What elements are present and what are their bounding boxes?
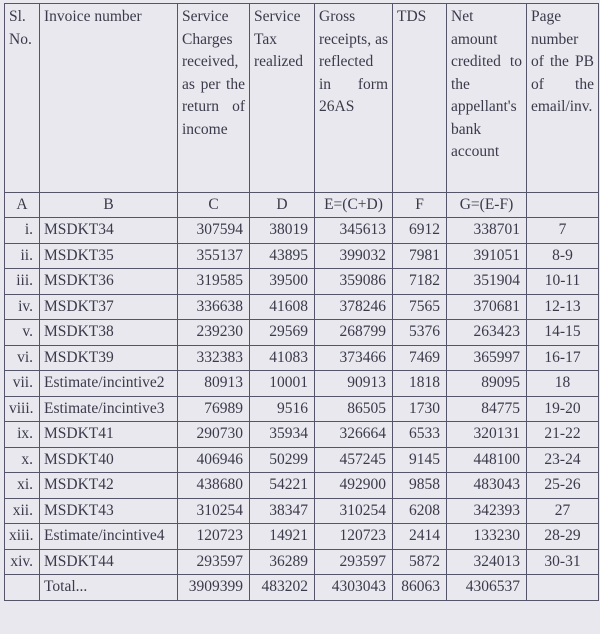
- column-letter: D: [250, 193, 315, 218]
- invoice-cell: Estimate/incintive2: [40, 371, 178, 397]
- service-tax-cell: 43895: [250, 243, 315, 269]
- service-tax-cell: 41608: [250, 294, 315, 320]
- service-charges-cell: 406946: [178, 447, 250, 473]
- tds-cell: 5872: [393, 549, 447, 575]
- gross-receipts-cell: 492900: [315, 473, 393, 499]
- tds-cell: 9858: [393, 473, 447, 499]
- service-tax-cell: 9516: [250, 396, 315, 422]
- invoice-cell: MSDKT39: [40, 345, 178, 371]
- page-number-cell: 25-26: [527, 473, 599, 499]
- invoice-table: [4, 3, 599, 601]
- service-charges-cell: 76989: [178, 396, 250, 422]
- column-letter: F: [393, 193, 447, 218]
- table-row: [5, 473, 599, 499]
- sl-no-cell: iii.: [5, 269, 40, 295]
- page-number-cell: 30-31: [527, 549, 599, 575]
- gross-receipts-cell: 457245: [315, 447, 393, 473]
- gross-receipts-cell: 359086: [315, 269, 393, 295]
- invoice-cell: MSDKT40: [40, 447, 178, 473]
- net-amount-cell: 89095: [447, 371, 527, 397]
- table-row: [5, 345, 599, 371]
- header-service-tax: Service Tax realized: [250, 4, 315, 193]
- service-charges-cell: 307594: [178, 218, 250, 244]
- tds-cell: 7565: [393, 294, 447, 320]
- invoice-cell: MSDKT38: [40, 320, 178, 346]
- tds-cell: 6912: [393, 218, 447, 244]
- table-row: [5, 549, 599, 575]
- gross-receipts-cell: 399032: [315, 243, 393, 269]
- column-letter: [527, 193, 599, 218]
- service-charges-cell: 310254: [178, 498, 250, 524]
- service-charges-cell: 319585: [178, 269, 250, 295]
- tds-cell: 2414: [393, 524, 447, 550]
- header-page-number: Page number of the PB of the email/inv.: [527, 4, 599, 193]
- net-amount-cell: 320131: [447, 422, 527, 448]
- sl-no-cell: x.: [5, 447, 40, 473]
- sl-no-cell: iv.: [5, 294, 40, 320]
- header-tds: TDS: [393, 4, 447, 193]
- invoice-cell: Estimate/incintive3: [40, 396, 178, 422]
- sl-no-cell: xii.: [5, 498, 40, 524]
- page-number-cell: 19-20: [527, 396, 599, 422]
- tds-cell: 5376: [393, 320, 447, 346]
- service-tax-cell: 50299: [250, 447, 315, 473]
- tds-cell: 9145: [393, 447, 447, 473]
- tds-cell: 1818: [393, 371, 447, 397]
- net-amount-cell: 391051: [447, 243, 527, 269]
- gross-receipts-cell: 378246: [315, 294, 393, 320]
- page-number-cell: 23-24: [527, 447, 599, 473]
- service-tax-cell: 14921: [250, 524, 315, 550]
- table-row: [5, 422, 599, 448]
- gross-receipts-cell: 326664: [315, 422, 393, 448]
- table-row: [5, 269, 599, 295]
- net-amount-cell: 370681: [447, 294, 527, 320]
- net-amount-cell: 263423: [447, 320, 527, 346]
- service-tax-cell: 36289: [250, 549, 315, 575]
- page-number-cell: 28-29: [527, 524, 599, 550]
- total-sl-cell: [5, 575, 40, 601]
- service-tax-cell: 35934: [250, 422, 315, 448]
- net-amount-cell: 365997: [447, 345, 527, 371]
- service-tax-cell: 39500: [250, 269, 315, 295]
- total-service-tax: 483202: [250, 575, 315, 601]
- service-tax-cell: 38019: [250, 218, 315, 244]
- service-charges-cell: 438680: [178, 473, 250, 499]
- sl-no-cell: vi.: [5, 345, 40, 371]
- tds-cell: 7981: [393, 243, 447, 269]
- service-charges-cell: 120723: [178, 524, 250, 550]
- total-service-charges: 3909399: [178, 575, 250, 601]
- sl-no-cell: xiv.: [5, 549, 40, 575]
- invoice-cell: MSDKT34: [40, 218, 178, 244]
- table-row: [5, 498, 599, 524]
- service-tax-cell: 29569: [250, 320, 315, 346]
- service-tax-cell: 10001: [250, 371, 315, 397]
- tds-cell: 6533: [393, 422, 447, 448]
- table-row: [5, 294, 599, 320]
- sl-no-cell: ii.: [5, 243, 40, 269]
- total-label: Total...: [40, 575, 178, 601]
- gross-receipts-cell: 373466: [315, 345, 393, 371]
- sl-no-cell: vii.: [5, 371, 40, 397]
- invoice-cell: MSDKT42: [40, 473, 178, 499]
- net-amount-cell: 342393: [447, 498, 527, 524]
- tds-cell: 6208: [393, 498, 447, 524]
- service-tax-cell: 41083: [250, 345, 315, 371]
- service-tax-cell: 54221: [250, 473, 315, 499]
- table-row: [5, 396, 599, 422]
- net-amount-cell: 84775: [447, 396, 527, 422]
- page-number-cell: 12-13: [527, 294, 599, 320]
- tds-cell: 7182: [393, 269, 447, 295]
- total-tds: 86063: [393, 575, 447, 601]
- total-gross-receipts: 4303043: [315, 575, 393, 601]
- service-charges-cell: 80913: [178, 371, 250, 397]
- gross-receipts-cell: 345613: [315, 218, 393, 244]
- total-page-number: [527, 575, 599, 601]
- column-letter-row: [5, 193, 599, 218]
- gross-receipts-cell: 310254: [315, 498, 393, 524]
- gross-receipts-cell: 268799: [315, 320, 393, 346]
- gross-receipts-cell: 293597: [315, 549, 393, 575]
- table-row: [5, 371, 599, 397]
- net-amount-cell: 448100: [447, 447, 527, 473]
- invoice-cell: MSDKT41: [40, 422, 178, 448]
- column-letter: C: [178, 193, 250, 218]
- tds-cell: 1730: [393, 396, 447, 422]
- table-row: [5, 320, 599, 346]
- sl-no-cell: xiii.: [5, 524, 40, 550]
- total-net-amount: 4306537: [447, 575, 527, 601]
- gross-receipts-cell: 86505: [315, 396, 393, 422]
- service-charges-cell: 355137: [178, 243, 250, 269]
- net-amount-cell: 324013: [447, 549, 527, 575]
- page-number-cell: 27: [527, 498, 599, 524]
- invoice-cell: MSDKT37: [40, 294, 178, 320]
- invoice-cell: MSDKT36: [40, 269, 178, 295]
- gross-receipts-cell: 120723: [315, 524, 393, 550]
- header-invoice-number: Invoice number: [40, 4, 178, 193]
- header-service-charges: Service Charges received, as per the return of income: [178, 4, 250, 193]
- invoice-cell: MSDKT44: [40, 549, 178, 575]
- service-charges-cell: 290730: [178, 422, 250, 448]
- table-row: [5, 524, 599, 550]
- sl-no-cell: xi.: [5, 473, 40, 499]
- net-amount-cell: 483043: [447, 473, 527, 499]
- table-body: [5, 193, 599, 601]
- page-number-cell: 16-17: [527, 345, 599, 371]
- invoice-cell: Estimate/incintive4: [40, 524, 178, 550]
- service-charges-cell: 336638: [178, 294, 250, 320]
- gross-receipts-cell: 90913: [315, 371, 393, 397]
- sl-no-cell: i.: [5, 218, 40, 244]
- header-row: [5, 4, 599, 193]
- table-row: [5, 243, 599, 269]
- table-row: [5, 447, 599, 473]
- sl-no-cell: ix.: [5, 422, 40, 448]
- column-letter: E=(C+D): [315, 193, 393, 218]
- column-letter: A: [5, 193, 40, 218]
- net-amount-cell: 351904: [447, 269, 527, 295]
- sl-no-cell: v.: [5, 320, 40, 346]
- service-charges-cell: 293597: [178, 549, 250, 575]
- invoice-cell: MSDKT35: [40, 243, 178, 269]
- column-letter: B: [40, 193, 178, 218]
- service-charges-cell: 332383: [178, 345, 250, 371]
- sl-no-cell: viii.: [5, 396, 40, 422]
- service-charges-cell: 239230: [178, 320, 250, 346]
- page-number-cell: 7: [527, 218, 599, 244]
- tds-cell: 7469: [393, 345, 447, 371]
- page-number-cell: 10-11: [527, 269, 599, 295]
- page-number-cell: 18: [527, 371, 599, 397]
- service-tax-cell: 38347: [250, 498, 315, 524]
- page-number-cell: 8-9: [527, 243, 599, 269]
- invoice-cell: MSDKT43: [40, 498, 178, 524]
- header-sl-no: Sl. No.: [5, 4, 40, 193]
- page-number-cell: 14-15: [527, 320, 599, 346]
- net-amount-cell: 338701: [447, 218, 527, 244]
- total-row: [5, 575, 599, 601]
- column-letter: G=(E-F): [447, 193, 527, 218]
- table-row: [5, 218, 599, 244]
- page-number-cell: 21-22: [527, 422, 599, 448]
- net-amount-cell: 133230: [447, 524, 527, 550]
- header-net-amount: Net amount credited to the appellant's bank account: [447, 4, 527, 193]
- header-gross-receipts: Gross receipts, as reflected in form 26AS: [315, 4, 393, 193]
